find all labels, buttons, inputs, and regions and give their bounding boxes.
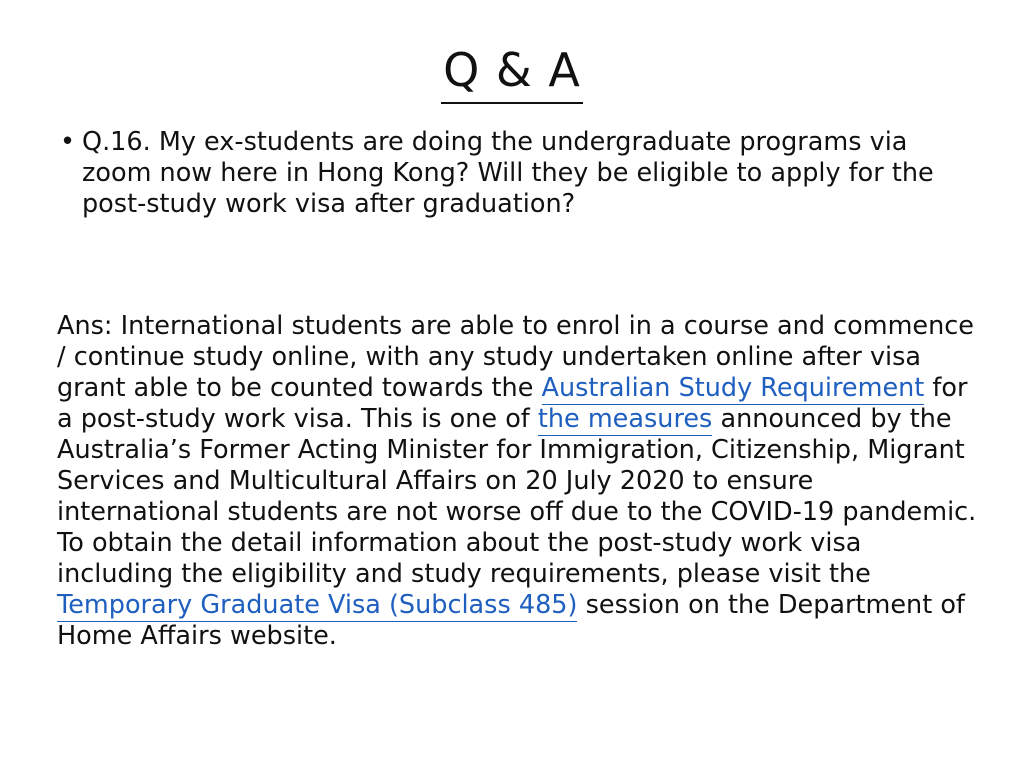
the-measures-link[interactable]: the measures xyxy=(537,404,713,434)
answer-text-part-3: announced by the Australia’s Former Acting Minister for Immigration, Citizenship, Migrant Services and Multicultural Affairs on 20 July 2020 to ensure international students are not worse off due to the COVID-19 pandemic. To obtain the detail information about the post-study work visa including the eligibility and study requirements, please visit the xyxy=(57,404,977,589)
answer-paragraph xyxy=(57,311,982,652)
answer-text-part-2: for a post-study work visa. This is one of xyxy=(57,373,968,434)
slide-title-text: Q & A xyxy=(441,40,583,104)
temporary-graduate-visa-link[interactable]: Temporary Graduate Visa (Subclass 485) xyxy=(57,590,578,620)
question-bullet-item xyxy=(60,127,982,220)
slide-title xyxy=(0,40,1024,104)
bullet-icon: • xyxy=(60,127,76,157)
answer-text-part-4: session on the Department of Home Affairs website. xyxy=(57,590,965,651)
answer-text-part-1: Ans: International students are able to enrol in a course and commence / continue study online, with any study undertaken online after visa grant able to be counted towards the xyxy=(57,311,974,403)
australian-study-requirement-link[interactable]: Australian Study Requirement xyxy=(541,373,925,403)
question-text: Q.16. My ex-students are doing the undergraduate programs via zoom now here in Hong Kong? Will they be eligible to apply for the post-study work visa after graduation? xyxy=(82,127,934,219)
